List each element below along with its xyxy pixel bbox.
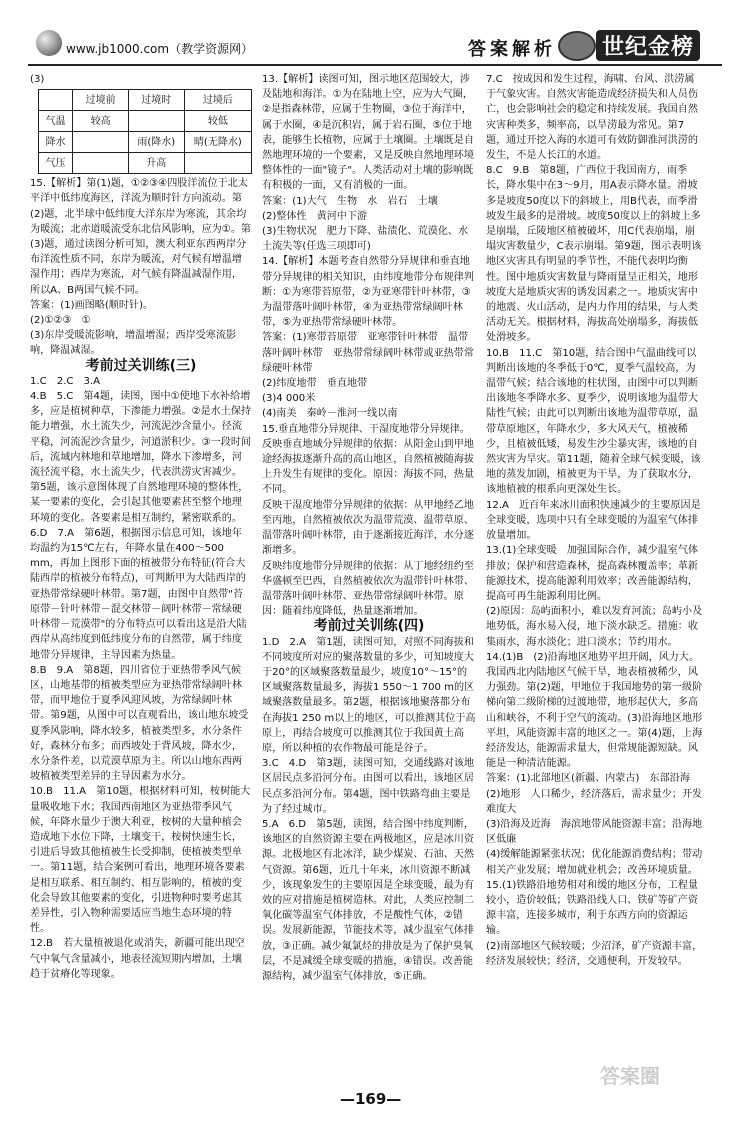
answer-paragraph: (2)纬度地带 垂直地带	[262, 378, 368, 390]
answer-paragraph: (3)生物状况 肥力下降、盐渍化、荒漠化、水土流失等(任选三项即可)	[262, 226, 469, 253]
table-cell: 较低	[184, 111, 251, 132]
answer-paragraph: 13.(1)全球变暖 加强国际合作，减少温室气体排放；保护和营造森林，提高森林覆盖率；革新能源技术，提高能源利用效率；改善能源结构，提高可再生能源利用比例。	[486, 545, 699, 602]
answer-paragraph: 答案：(1)北部地区(新疆、内蒙古) 东部沿海	[486, 773, 690, 785]
table-cell	[73, 132, 129, 153]
table-cell	[184, 153, 251, 174]
section-heading: 考前过关训练(三)	[85, 357, 197, 374]
answer-paragraph: 反映纬度地带分异规律的依据：从丁地经纽约至华盛顿至巴西，自然植被依次为温带针叶林带、温带落叶阔叶林带、亚热带常绿阔叶林带。原因：随着纬度降低，热量逐渐增加。	[262, 560, 474, 618]
table-cell	[73, 153, 129, 174]
answer-paragraph: 10.B 11.C 第10题，结合图中气温曲线可以判断出该地的冬季低于0℃，夏季气温较高，为温带气候；结合该地的柱状图，由图中可以判断出该地冬季降水多、夏季少，说明该地为温带大陆性气候；由此可以判断出该地为温带草原，温带草原地区，年降水少，多大风天气，植被稀少，且植被低矮，易发生沙尘暴灾害，该地的自然灾害为旱灾。第11题，随着全球气候变暖，该地的蒸发加剧，植被更为干旱，为了获取水分，该地植被的根系向更深处生长。	[486, 347, 701, 496]
answer-paragraph: 1.D 2.A 第1题，读图可知，对照不同海拔和不同坡度所对应的聚落数量的多少，可知坡度大于20°的区域聚落数量最少，坡度10°～15°的区域聚落数量最多，海拔1 550～1 700 m的区域聚落数量最多。第2题，根据该地聚落都分布在海拔1 250 m以上的地区，可以推测其位于高原上，再结合坡度可以推测其位于我国黄土高原，所以种植的农作物最可能是谷子。	[262, 636, 476, 754]
table-cell: 升高	[128, 153, 184, 174]
globe-icon	[36, 30, 62, 56]
table-cell: 气压	[39, 153, 73, 174]
answer-paragraph: (3)4 000米	[262, 393, 316, 405]
table-label: (3)	[30, 74, 45, 85]
answer-paragraph: 8.C 9.B 第8题，广西位于我国南方，雨季长，降水集中在3～9月，用A表示降水量。滑坡多是坡度50度以下的斜坡上，用B代表，而季滑坡发生最多的是滑坡。坡度50度以上的斜坡上多是崩塌，丘陵地区植被破坏，用C代表崩塌，崩塌灾害数量少，C表示崩塌。第9题，图示表明该地区灾害具有明显的季节性，不能代表明均衡性。图中地质灾害数量与降雨量呈正相关，地形坡度大是地质灾害的诱发因素之一。地质灾害中的地震、火山活动，是内力作用的结果，与人类活动无关。根据材料，海拔高处崩塌多，海拔低处滑坡多。	[486, 165, 702, 344]
column-3	[486, 72, 704, 969]
table-row	[39, 111, 252, 132]
brand-name: 世纪金榜	[596, 30, 700, 61]
answer-paragraph: 12.A 近百年来冰川面积快速减少的主要原因是全球变暖，选项中只有全球变暖的为温室气体排放量增加。	[486, 499, 701, 542]
answer-paragraph: (2)南部地区气候较暖；少沼泽，矿产资源丰富，经济发展较快；经济，交通便利，开发较早。	[486, 940, 703, 967]
answer-paragraph: 13.【解析】读图可知，图示地区范围较大，涉及陆地和海洋。①为在陆地上空，应为大气圈，②是指森林带，应属于生物圈，③位于海洋中，属于水圈，④是沉积岩，属于岩石圈，⑤位于地表，能够生长植物，应属于土壤圈。土壤既是自然地理环境的一个要素，又是反映自然地理环境整体性的一面"镜子"。人类活动对土壤的影响既有积极的一面，又有消极的一面。	[262, 74, 474, 192]
table-header-cell	[39, 90, 73, 111]
table-cell: 晴(无降水)	[184, 132, 251, 153]
table-header-cell: 过境前	[73, 90, 129, 111]
answer-paragraph: (4)缓解能源紧张状况；优化能源消费结构；带动相关产业发展；增加就业机会；改善环境质量。	[486, 849, 703, 876]
column-2	[262, 72, 476, 984]
site-url: www.jb1000.com（教学资源网）	[66, 42, 254, 56]
table-cell: 较高	[73, 111, 129, 132]
answer-paragraph: 反映垂直地域分异规律的依据：从阳金山到甲地途经海拔逐渐升高的高山地区，自然植被随海拔上升发生有规律的变化。原因：海拔不同，热量不同。	[262, 438, 474, 496]
section-heading: 考前过关训练(四)	[313, 618, 425, 635]
table-header-cell: 过境时	[128, 90, 184, 111]
brand-logo	[558, 28, 708, 60]
answer-paragraph: 反映干湿度地带分异规律的依据：从甲地经乙地至丙地，自然植被依次为温带荒漠、温带草原、温带落叶阔叶林带，由于逐渐接近海洋，水分逐渐增多。	[262, 499, 474, 557]
answer-paragraph: 1.C 2.C 3.A	[30, 375, 101, 387]
table-cell	[128, 111, 184, 132]
answer-paragraph: 7.C 按成因和发生过程，海啸、台风、洪涝属于气象灾害。自然灾害能造成经济损失和人员伤亡，也会影响社会的稳定和持续发展。我国自然灾害种类多，频率高，以旱涝最为常见。第7题，通过开挖入海的水道可有效防御淮河洪涝的发生，不是人长江的水道。	[486, 74, 698, 162]
table-cell: 降水	[39, 132, 73, 153]
answer-paragraph: 15.(1)铁路沿地势相对和缓的地区分布，工程量较小，造价较低；铁路沿线人口、铁矿等矿产资源丰富，连接多城市，利于东西方向的资源运输。	[486, 879, 699, 937]
answer-paragraph: 12.B 若大量植被退化或消失，新疆可能出现空气中氧气含量减小，地表径流短期内增加，土壤趋于贫瘠化等现象。	[30, 938, 245, 980]
table-row	[39, 132, 252, 153]
section-title: 答案解析	[468, 39, 556, 60]
column-2-body	[262, 72, 476, 984]
answer-paragraph: 5.A 6.D 第5题，读图，结合图中纬度判断，该地区的自然资源主要在两极地区，应是冰川资源。北极地区有北冰洋，缺少煤炭、石油、天然气资源。第6题，近几十年来，冰川资源不断减少，该现象发生的主要原因是全球变暖，最为有效的应对措施是植树造林。对此，人类应控制二氧化碳等温室气体排放，不是酸性气体，②错误。发展新能源，节能技术等，减少温室气体排放，③正确。减少氟氯烃的排放是为了保护臭氧层，不是减缓全球变暖的措施，④错误。改善能源结构，减少温室气体排放，⑤正确。	[262, 818, 474, 982]
header-divider	[28, 64, 722, 66]
answer-paragraph: 14.(1)B (2)沿海地区地势平坦开阔，风力大。我国西北内陆地区气候干旱，地表植被稀少，风力强劲。第(2)题，甲地位于我国地势的第一级阶梯向第二级阶梯的过渡地带，地形起伏大，多高山和峡谷，不利于空气的流动。(3)沿海地区地形平坦，风能资源丰富的地区之一。第(4)题，上海经济发达，能源需求量大，但常规能源短缺。风能是一种清洁能源。	[486, 651, 703, 770]
column-1-body	[30, 176, 252, 982]
answer-paragraph: 4.B 5.C 第4题，读图，图中①使地下水补给增多，应是植树种草，下渗能力增强。②是水土保持能力增强，水土流失少，河流泥沙含量小。径流平稳，河流泥沙含量少，河道淤积少。③一段时间后，流域内林地和草地增加，降水下渗增多，河流径流平稳，水土流失少，代表洪涝灾害减少。第5题，该示意图体现了自然地理环境的整体性，某一要素的变化，会引起其他要素甚至整个地理环境的变化。各要素是相互制约，紧密联系的。	[30, 391, 252, 524]
answer-paragraph: 8.B 9.A 第8题，四川省位于亚热带季风气候区，山地基带的植被类型应为亚热带常绿阔叶林带，而甲地位于夏季风迎风坡，为常绿阔叶林带。第9题，从图中可以直观看出，该山地东坡受夏季风影响，降水较多，植被类型多，水分条件好，森林分布多；而西坡处于背风坡，降水少，水分条件差，以荒漠草原为主。所以山地东西两坡植被类型差异的主导因素为水分。	[30, 664, 249, 783]
answer-paragraph: (2)整体性 黄河中下游	[262, 210, 368, 222]
table-header-cell: 过境后	[184, 90, 251, 111]
table-header-row	[39, 90, 252, 111]
answer-paragraph: 3.C 4.D 第3题，读图可知，交通线路对该地区居民点多沿河分布。由图可以看出，该地区居民点多沿河分布。第4题，图中铁路弯曲主要是为了经过城市。	[262, 758, 475, 815]
table-cell: 气温	[39, 111, 73, 132]
answer-paragraph: (2)原因：岛屿面积小，难以发育河流；岛屿小及地势低，海水易入侵，地下淡水缺乏。措施：收集雨水，海水淡化；进口淡水；节约用水。	[486, 606, 703, 648]
table-cell: 雨(降水)	[128, 132, 184, 153]
answer-paragraph: (3)东岸受暖流影响，增温增湿；西岸受寒流影响，降温减湿。	[30, 330, 237, 357]
answer-paragraph: 10.B 11.A 第10题，根据材料可知，桉树能大量吸收地下水；我国西南地区为亚热带季风气候，年降水量少于澳大利亚，桉树的大量种植会造成地下水位下降，土壤变干，桉树快速生长，引进后导致其他植被生长受抑制，使植被类型单一。第11题，结合案例可看出，地理环境各要素是相互联系、相互制约、相互影响的，植被的变化会导致其他要素的变化，引进物种时要考虑其差异性，引入物种需要适应当地生态环境的特性。	[30, 786, 251, 935]
answer-paragraph: 答案：(1)大气 生物 水 岩石 土壤	[262, 195, 438, 207]
watermark-logo: 答案圈	[600, 1064, 660, 1088]
weather-comparison-table	[38, 89, 252, 174]
column-1	[30, 72, 252, 982]
answer-paragraph: 答案：(1)画图略(顺时针)。	[30, 299, 154, 311]
answer-paragraph: 15.垂直地带分异规律、干湿度地带分异规律。	[262, 423, 470, 435]
answer-paragraph: 14.【解析】本题考查自然带分异规律和垂直地带分异规律的相关知识，由纬度地带分布规律判断：①为寒带苔原带，②为亚寒带针叶林带，③为温带落叶阔叶林带，④为亚热带常绿阔叶林带，⑤为亚热带常绿硬叶林带。	[262, 256, 474, 329]
answer-paragraph: (2)地形 人口稀少，经济落后，需求量少；开发难度大	[486, 788, 703, 815]
answer-paragraph: (2)①②③ ①	[30, 315, 91, 327]
answer-paragraph: 6.D 7.A 第6题，根据图示信息可知，该地年均温约为15℃左右，年降水量在400～500 mm，再加上图形下面的植被带分布特征(符合大陆西岸的植被分布特点)，可判断甲为大陆西岸的亚热带常绿硬叶林带。第7题，由图中自然带"苔原带－针叶林带－混交林带－阔叶林带－常绿硬叶林带－荒漠带"的分布特点可以看出这是沿大陆西岸从高纬度到低纬度分布的自然带，属于纬度地带分异规律，主导因素为热量。	[30, 527, 247, 661]
answer-paragraph: (4)南美 秦岭－淮河一线以南	[262, 408, 398, 420]
page-number: —169—	[340, 1090, 402, 1108]
page-header	[0, 0, 750, 62]
answer-paragraph: 15.【解析】第(1)题，①②③④四股洋流位于北太平洋中低纬度海区，洋流为顺时针方向流动。第(2)题，北半球中低纬度大洋东岸为寒流，其余均为暖流；北赤道暖流受东北信风影响，应为①。第(3)题，通过读图分析可知，澳大利亚东西两岸分布洋流性质不同，东岸为暖流，对气候有增温增湿作用；西岸为寒流，对气候有降温减湿作用，所以A、B两国气候不同。	[30, 178, 252, 296]
logo-emblem-icon	[558, 31, 596, 61]
answer-paragraph: 答案：(1)寒带苔原带 亚寒带针叶林带 温带落叶阔叶林带 亚热带常绿阔叶林带或亚热带常绿硬叶林带	[262, 332, 474, 374]
table-row	[39, 153, 252, 174]
answer-paragraph: (3)沿海及近海 海滨地带风能资源丰富；沿海地区低廉	[486, 818, 703, 846]
column-3-body	[486, 72, 704, 969]
